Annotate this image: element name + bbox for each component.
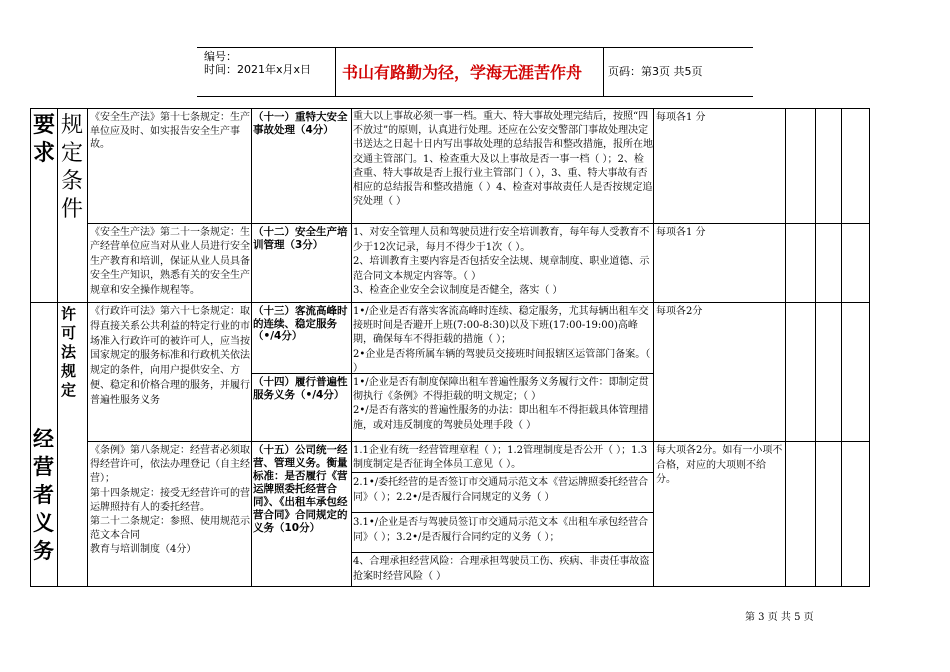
table-right-border [869,108,870,586]
row3-item: （十三）客流高峰时的连续、稳定服务（•/4分） [253,305,348,343]
row4-content: 1•/企业是否有制度保障出租车普遍性服务义务履行文件：即制定贯彻执行《条例》不得拒载的明文规定；（ ） 2•/是否有落实的普遍性服务的办法：即出租车不得拒载具体管理措施，或对违反制度的驾驶员处理手段（ ） [353,377,649,431]
header-page-label: 页码：第3页 共5页 [608,65,703,78]
row2-score: 每项各1 分 [656,227,706,238]
header-divider-left [335,47,336,96]
subsection-conditions-label: 规定条件 [61,113,84,222]
subsection-legal-label: 许可法规定 [61,305,77,399]
row5-law: 《条例》第八条规定：经营者必须取得经营许可，依法办理登记（自主经营）； 第十四条规定：接受无经营许可的营运牌照持有人的委托经营。 第二十二条规定：参照、使用规范示范文本合同 教育与培训制度（4分） [90,445,250,556]
row5-item: （十五）公司统一经营、管理义务。衡量标准：是否履行《营运牌照委托经营合同》、《出租车承包经营合同》合同规定的义务（10分） [253,444,348,534]
row-divider-3 [87,441,870,442]
header-divider-right [603,47,604,96]
row5-score: 每大项各2分。如有一小项不合格，对应的大项则不给分。 [656,445,783,486]
row2-item: （十二）安全生产培训管理（3分） [253,226,348,251]
row1-law: 《安全生产法》第十七条规定：生产单位应及时、如实报告安全生产事故。 [90,112,250,151]
row5-content-a: 1.1企业有统一经营管理章程（ ）；1.2管理制度是否公开（ ）；1.3制度制定是否征询全体员工意见（ ）。 [353,445,648,470]
col-extra1-border [815,108,816,586]
header-number-label: 编号： [204,50,237,63]
row3-law: 《行政许可法》第六十七条规定：取得直接关系公共利益的特定行业的市场准入行政许可的被许可人，应当按国家规定的服务标准和行政机关依法规定的条件，向用户提供安全、方便、稳定和价格合理的服务，并履行普遍性服务义务 [90,306,250,406]
subrow-divider-a [351,472,653,473]
row2-content: 1、对安全管理人员和驾驶员进行安全培训教育，每年每人受教育不少于12次记录，每月不得少于1次（ ）。 2、培训教育主要内容是否包括安全法规、规章制度、职业道德、示范合同文本规定内容等。（ ） 3、检查企业安全会议制度是否健全，落实（ ） [353,227,650,297]
table-left-border [30,108,31,586]
header-bottom-rule [197,96,753,97]
row1-item: （十一）重特大安全事故处理（4分） [253,111,348,136]
col-extra2-border [841,108,842,586]
col-content-border [653,108,654,586]
row5-content-c: 3.1•/企业是否与驾驶员签订市交通局示范文本《出租车承包经营合同》（ ）；3.2•/是否履行合同约定的义务（ ）； [353,517,649,543]
row4-item: （十四）履行普遍性服务义务（•/4分） [253,376,348,401]
section-obligation-label: 经营者义务 [33,427,54,563]
row-divider-1 [87,223,870,224]
col-score-border [785,108,786,586]
section-requirement-label: 要求 [33,113,56,166]
col-sub-border [87,108,88,586]
col-item-border [351,108,352,586]
row3-score: 每项各2分 [656,306,703,317]
header-time-label: 时间：2021年x月x日 [204,63,312,76]
header-top-rule [197,47,753,48]
col-section-border [57,108,58,586]
table-bottom-border [30,586,870,587]
col-law-border [251,108,252,586]
header-motto: 书山有路勤为径，学海无涯苦作舟 [342,63,583,82]
row1-content: 重大以上事故必须一事一档。重大、特大事故处理完结后，按照“四不放过”的原则，认真进行处理。还应在公安交警部门事故处理决定书送达之日起十日内写出事故处理的总结报告和整改措施，报所在地交通主管部门。1、检查重大及以上事故是否一事一档（ ）；2、检查重、特大事故是否上报行业主管部门（ ），3、重、特大事故有否相应的总结报告和整改措施（ ）4、检查对事故责任人是否按规定追究处理（ ） [353,111,653,208]
row5-content-d: 4、合理承担经营风险：合理承担驾驶员工伤、疾病、非责任事故盗抢案时经营风险（ ） [353,556,650,582]
row1-score: 每项各1 分 [656,112,706,123]
row5-content-b: 2.1•/委托经营的是否签订市交通局示范文本《营运牌照委托经营合同》（ ）；2.2•/是否履行合同规定的义务（ ） [353,477,649,503]
subrow-divider-c [351,552,653,553]
row2-law: 《安全生产法》第二十一条规定：生产经营单位应当对从业人员进行安全生产教育和培训，保证从业人员具备安全生产知识，熟悉有关的安全生产规章和安全操作规程等。 [90,227,250,296]
section-divider-1 [30,302,870,303]
table-top-border [30,108,870,109]
footer-page-number: 第 3 页 共 5 页 [745,612,814,623]
subrow-divider-b [351,512,653,513]
row3-content: 1•/企业是否有落实客流高峰时连续、稳定服务，尤其每辆出租车交接班时间是否避开上班(7:00-8:30)以及下班(17:00-19:00)高峰期，确保每车不得拒载的措施（ ）； 2•企业是否将所属车辆的驾驶员交接班时间报辖区运管部门备案。（ ） [353,306,651,374]
